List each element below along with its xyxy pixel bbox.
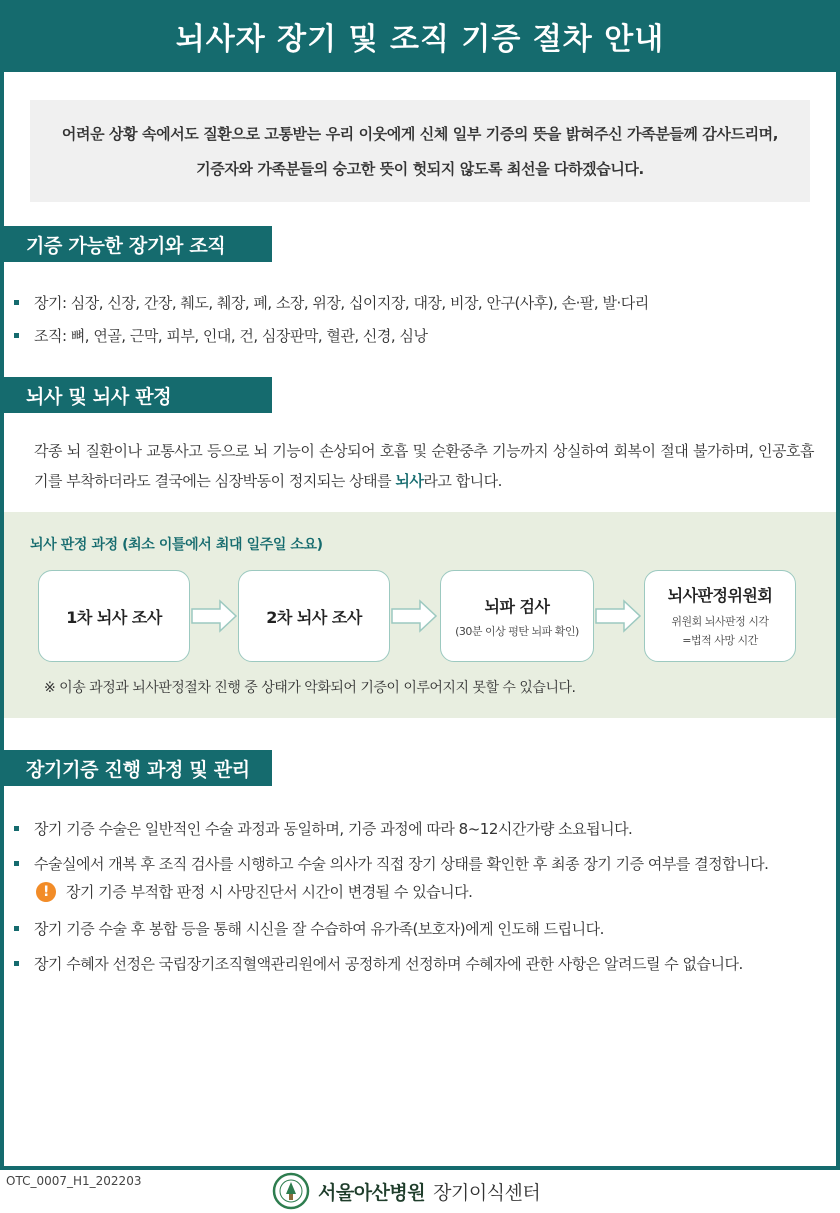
list-item-text: 장기 수혜자 선정은 국립장기조직혈액관리원에서 공정하게 선정하며 수혜자에 관한 사항은 알려드릴 수 없습니다. (34, 955, 743, 973)
bullet-square-icon (14, 926, 19, 931)
brain-death-paragraph (34, 436, 814, 496)
center-name: 장기이식센터 (433, 1181, 541, 1204)
warning-line (36, 881, 472, 902)
brain-death-highlight: 뇌사 (395, 472, 424, 490)
step-sub-line-1: 위원회 뇌사판정 시각 (671, 614, 769, 628)
list-item (12, 325, 832, 346)
bullet-square-icon (14, 861, 19, 866)
warning-icon: ! (36, 882, 56, 902)
organs-text: 장기: 심장, 신장, 간장, 췌도, 췌장, 폐, 소장, 위장, 십이지장, 대장, 비장, 안구(사후), 손·팔, 발·다리 (34, 294, 649, 312)
list-item (12, 818, 832, 839)
procedure-list (12, 818, 832, 874)
intro-line-1: 어려운 상황 속에서도 질환으로 고통받는 우리 이웃에게 신체 일부 기증의 뜻을 밝혀주신 가족분들께 감사드리며, (61, 125, 779, 143)
step-name: 1차 뇌사 조사 (66, 607, 162, 627)
document-code: OTC_0007_H1_202203 (6, 1174, 142, 1188)
tissues-text: 조직: 뼈, 연골, 근막, 피부, 인대, 건, 심장판막, 혈관, 신경, 심낭 (34, 327, 428, 345)
step-name: 2차 뇌사 조사 (266, 607, 362, 627)
bullet-square-icon (14, 826, 19, 831)
list-item-text: 장기 기증 수술은 일반적인 수술 과정과 동일하며, 기증 과정에 따라 8~12시간가량 소요됩니다. (34, 820, 633, 838)
list-item (12, 918, 832, 939)
paragraph-text: 각종 뇌 질환이나 교통사고 등으로 뇌 기능이 손상되어 호흡 및 순환중추 기능까지 상실하여 회복이 절대 불가하며, 인공호흡기를 부착하더라도 결국에는 심장박동이 정지되는 상태를 (34, 442, 814, 490)
bullet-square-icon (14, 961, 19, 966)
section-title-brain-death: 뇌사 및 뇌사 판정 (4, 377, 272, 413)
section-title-procedure: 장기기증 진행 과정 및 관리 (4, 750, 272, 786)
list-item (12, 292, 832, 313)
list-item-text: 장기 기증 수술 후 봉합 등을 통해 시신을 잘 수습하여 유가족(보호자)에게 인도해 드립니다. (34, 920, 604, 938)
process-step-1 (38, 570, 190, 662)
arrow-right-icon (594, 598, 642, 634)
intro-box (30, 100, 810, 202)
step-name: 뇌사판정위원회 (667, 585, 773, 605)
hospital-emblem-icon (272, 1172, 310, 1210)
warning-text: 장기 기증 부적합 판정 시 사망진단서 시간이 변경될 수 있습니다. (66, 883, 473, 901)
process-note: ※ 이송 과정과 뇌사판정절차 진행 중 상태가 악화되어 기증이 이루어지지 못할 수 있습니다. (44, 680, 576, 696)
arrow-right-icon (390, 598, 438, 634)
determination-process-box (4, 512, 836, 718)
step-sub-line-2: =법적 사망 시간 (682, 633, 758, 647)
paragraph-text-end: 라고 합니다. (423, 472, 502, 490)
step-sub: (30분 이상 평탄 뇌파 확인) (455, 624, 579, 638)
list-item (12, 853, 832, 874)
page-header (0, 0, 840, 72)
list-item-text: 수술실에서 개복 후 조직 검사를 시행하고 수술 의사가 직접 장기 상태를 확인한 후 최종 장기 기증 여부를 결정합니다. (34, 855, 769, 873)
bullet-square-icon (14, 300, 19, 305)
step-sub (671, 612, 768, 650)
page-title: 뇌사자 장기 및 조직 기증 절차 안내 (175, 22, 665, 57)
section-title-donatable: 기증 가능한 장기와 조직 (4, 226, 272, 262)
process-step-3 (440, 570, 594, 662)
procedure-list-2 (12, 918, 832, 974)
donatable-list (12, 292, 832, 346)
hospital-logo (272, 1170, 540, 1212)
hospital-name: 서울아산병원 (318, 1181, 426, 1204)
intro-line-2: 기증자와 가족분들의 숭고한 뜻이 헛되지 않도록 최선을 다하겠습니다. (196, 160, 644, 178)
list-item (12, 953, 832, 974)
bullet-square-icon (14, 333, 19, 338)
process-step-2 (238, 570, 390, 662)
step-name: 뇌파 검사 (484, 596, 550, 616)
process-title: 뇌사 판정 과정 (최소 이틀에서 최대 일주일 소요) (30, 537, 323, 553)
process-step-4 (644, 570, 796, 662)
arrow-right-icon (190, 598, 238, 634)
